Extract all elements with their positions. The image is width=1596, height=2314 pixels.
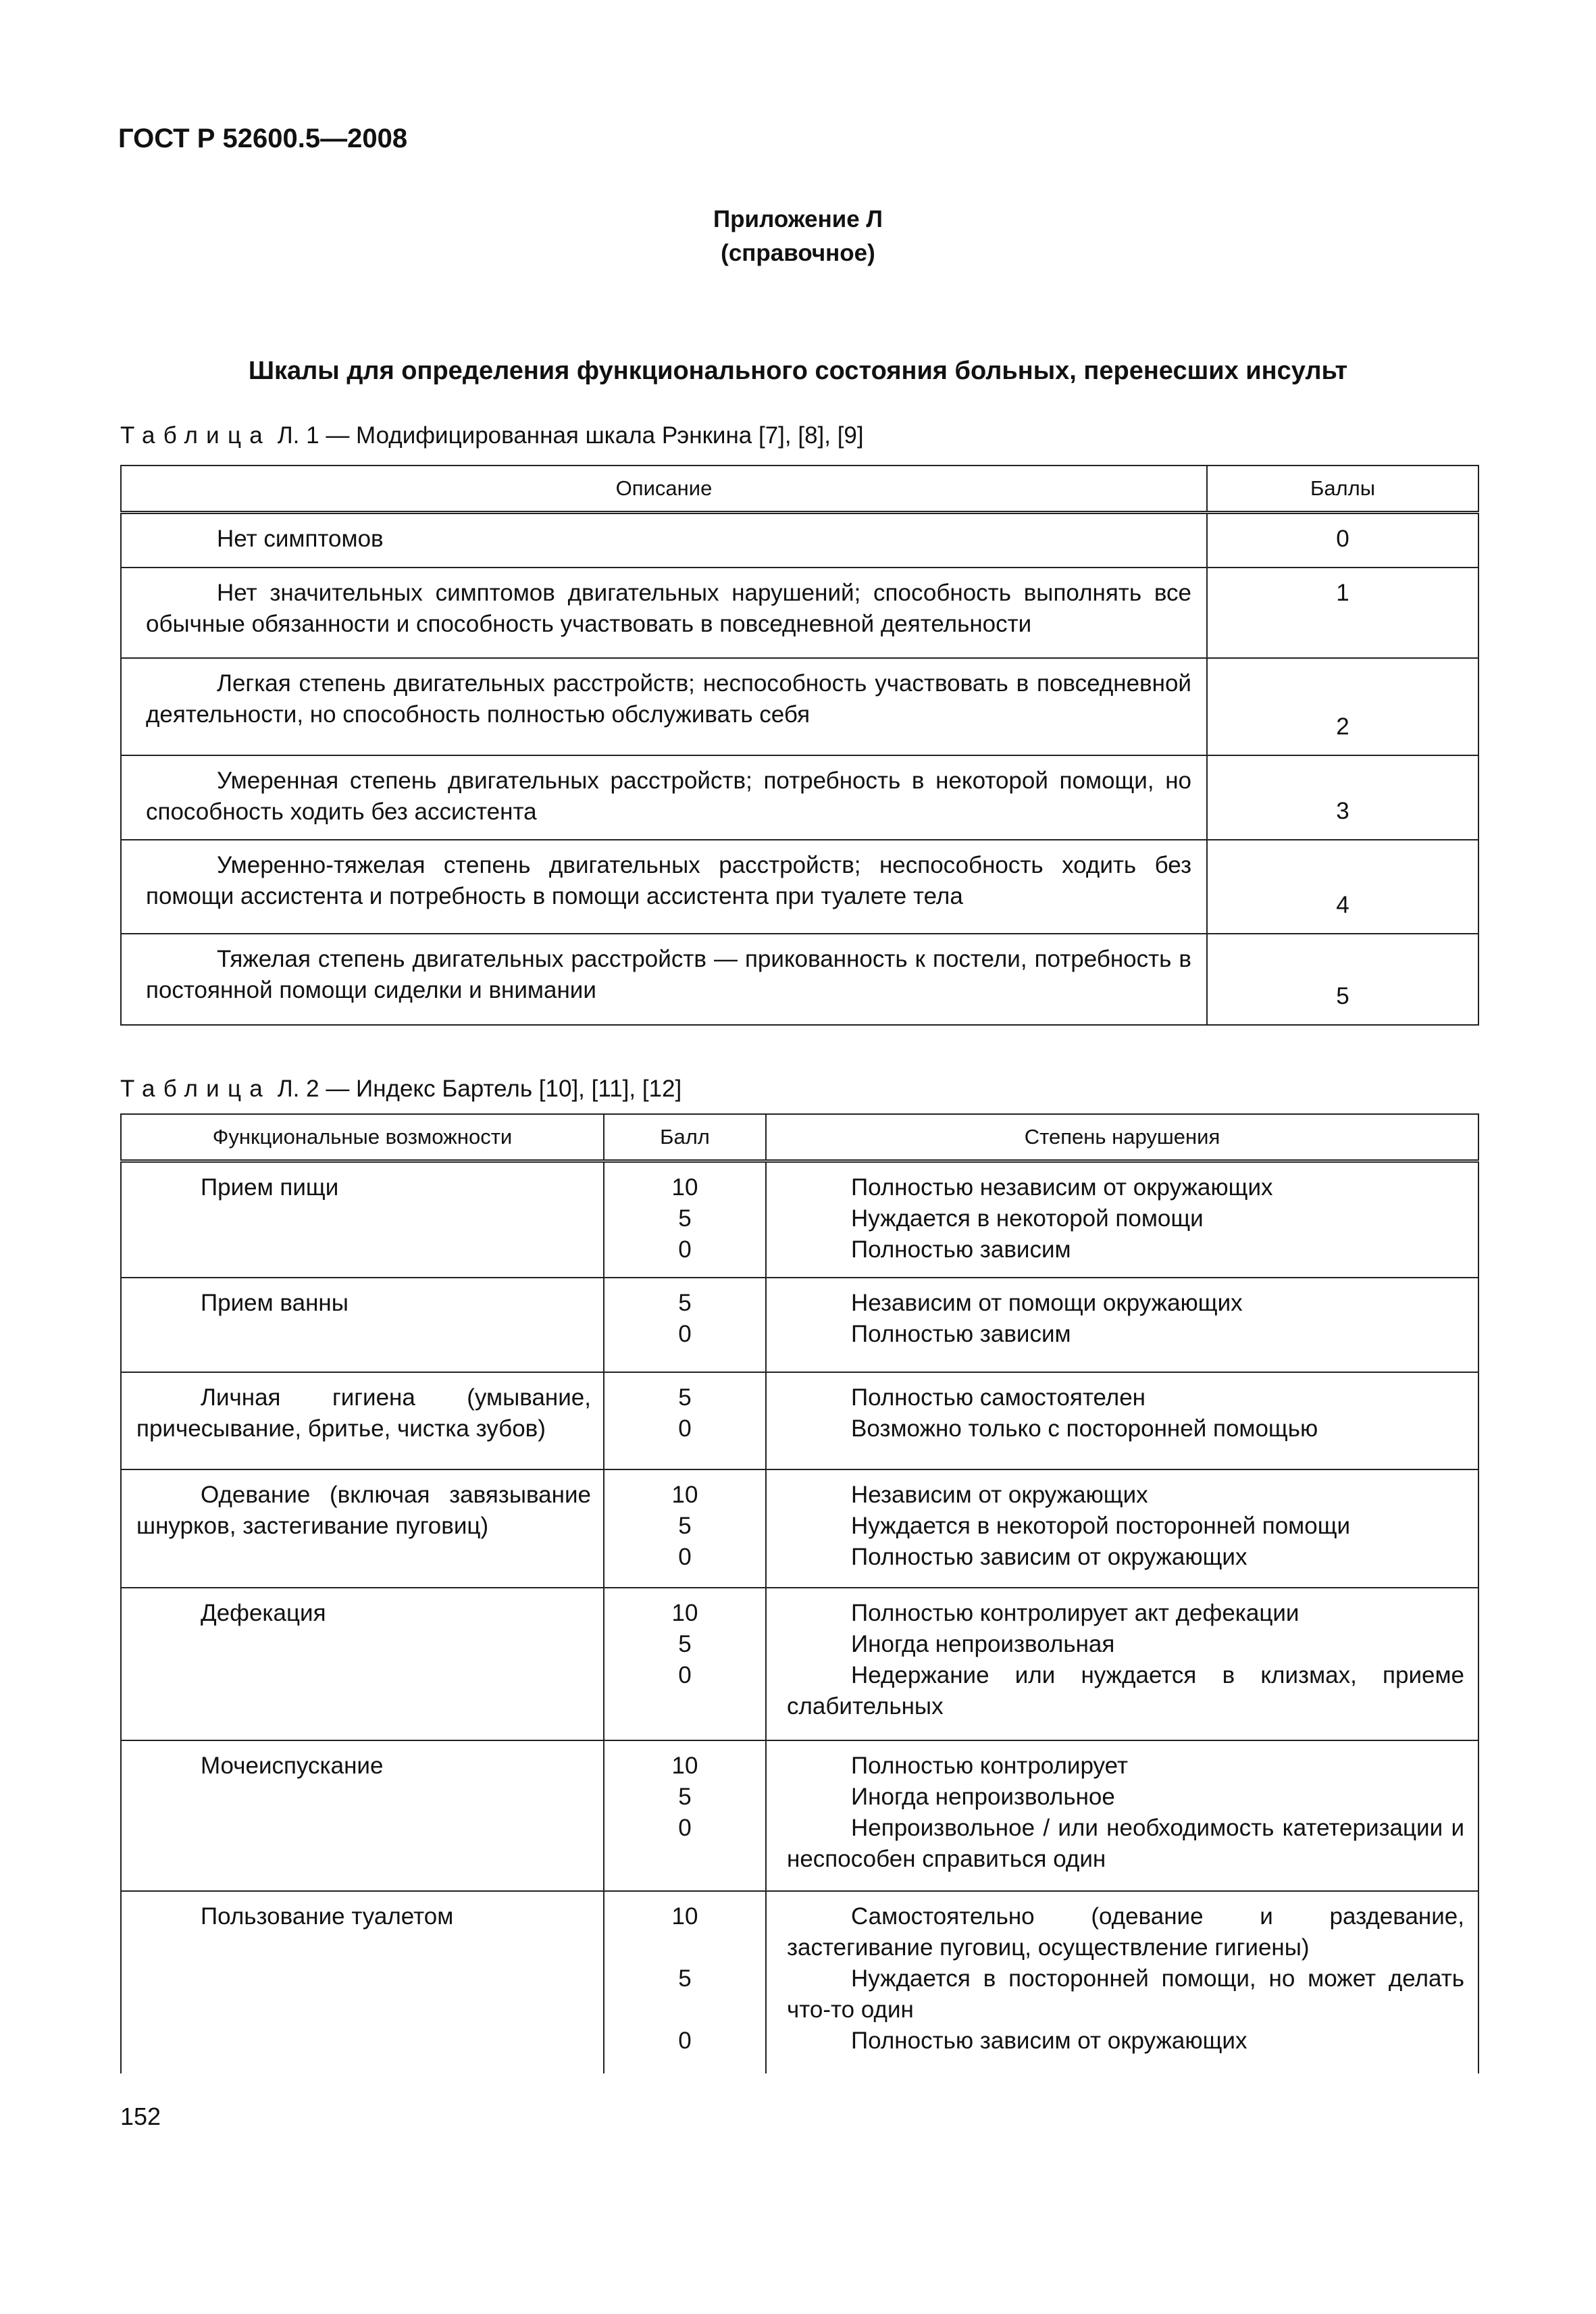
rankin-table (120, 465, 1479, 1026)
barthel-ball: 10 (671, 1903, 698, 1930)
barthel-degree: Иногда непроизвольное (851, 1783, 1115, 1810)
barthel-ball: 5 (678, 1384, 692, 1411)
table-row (121, 513, 1478, 568)
barthel-ball: 5 (678, 1630, 692, 1657)
barthel-degree: Полностью зависим (851, 1236, 1071, 1263)
page-number: 152 (120, 2103, 161, 2130)
barthel-degree: Самостоятельно (одевание и раздевание, застегивание пуговиц, осуществление гигиены) (787, 1903, 1464, 1961)
table-row (121, 568, 1478, 658)
rankin-desc: Нет симптомов (217, 526, 384, 552)
barthel-ball: 0 (678, 1320, 692, 1347)
table-row (121, 1372, 1478, 1469)
table-row (121, 1161, 1478, 1278)
barthel-degree: Полностью контролирует акт дефекации (851, 1599, 1299, 1626)
table-row (121, 1588, 1478, 1740)
barthel-degree: Полностью независим от окружающих (851, 1174, 1273, 1201)
barthel-header-row (121, 1114, 1478, 1161)
table-row (121, 934, 1478, 1025)
table-row (121, 840, 1478, 934)
barthel-degree: Полностью самостоятелен (851, 1384, 1146, 1411)
barthel-header-degree: Степень нарушения (766, 1114, 1478, 1161)
barthel-func: Прием ванны (201, 1289, 349, 1316)
barthel-ball: 0 (678, 1814, 692, 1841)
barthel-ball: 10 (671, 1752, 698, 1779)
barthel-func: Мочеиспускание (201, 1752, 384, 1779)
barthel-ball: 10 (671, 1174, 698, 1201)
barthel-degree: Полностью зависим (851, 1320, 1071, 1347)
rankin-header-row (121, 466, 1478, 513)
barthel-ball: 10 (671, 1481, 698, 1508)
barthel-func: Одевание (включая завязывание шнурков, застегивание пуговиц) (136, 1481, 591, 1539)
table-row (121, 1891, 1478, 2073)
table-row (121, 658, 1478, 755)
table1-caption-rest: Л. 1 — Модифицированная шкала Рэнкина [7], [8], [9] (270, 422, 864, 449)
rankin-desc: Легкая степень двигательных расстройств; неспособность участвовать в повседневной деятельности, но способность полностью обслуживать себя (146, 670, 1191, 728)
barthel-degree: Полностью зависим от окружающих (851, 2027, 1247, 2054)
barthel-func: Пользование туалетом (201, 1903, 454, 1930)
table-row (121, 1469, 1478, 1588)
barthel-func: Дефекация (201, 1599, 326, 1626)
table2-caption (120, 1076, 681, 1103)
barthel-func: Личная гигиена (умывание, причесывание, бритье, чистка зубов) (136, 1384, 591, 1442)
barthel-header-ball: Балл (604, 1114, 766, 1161)
rankin-score: 4 (1207, 840, 1478, 934)
barthel-degree: Возможно только с посторонней помощью (851, 1415, 1318, 1442)
barthel-degree: Независим от помощи окружающих (851, 1289, 1243, 1316)
table-row (121, 755, 1478, 840)
barthel-ball: 5 (678, 1783, 692, 1810)
rankin-score: 2 (1207, 658, 1478, 755)
barthel-degree: Полностью контролирует (851, 1752, 1128, 1779)
rankin-header-desc: Описание (121, 466, 1207, 513)
appendix-title: Приложение Л (713, 206, 883, 232)
barthel-degree: Независим от окружающих (851, 1481, 1148, 1508)
barthel-degree: Иногда непроизвольная (851, 1630, 1115, 1657)
table2-caption-rest: Л. 2 — Индекс Бартель [10], [11], [12] (270, 1076, 682, 1102)
table-row (121, 1740, 1478, 1891)
barthel-degree: Нуждается в некоторой помощи (851, 1205, 1204, 1232)
barthel-ball: 5 (678, 1512, 692, 1539)
barthel-ball: 0 (678, 1415, 692, 1442)
table1-caption (120, 422, 864, 449)
barthel-ball: 0 (678, 1236, 692, 1263)
barthel-ball: 10 (671, 1599, 698, 1626)
barthel-ball: 0 (678, 2027, 692, 2054)
table1-caption-prefix: Таблица (120, 422, 271, 449)
rankin-score: 1 (1207, 568, 1478, 658)
appendix-subtitle: (справочное) (721, 240, 875, 266)
barthel-ball: 0 (678, 1661, 692, 1688)
rankin-header-score: Баллы (1207, 466, 1478, 513)
barthel-ball: 0 (678, 1543, 692, 1570)
rankin-desc: Нет значительных симптомов двигательных нарушений; способность выполнять все обычные обязанности и способность участвовать в повседневной деятельности (146, 579, 1191, 637)
barthel-degree: Нуждается в посторонней помощи, но может делать что-то один (787, 1965, 1464, 2023)
barthel-ball: 5 (678, 1965, 692, 1992)
barthel-ball: 5 (678, 1289, 692, 1316)
table-row (121, 1278, 1478, 1372)
barthel-degree: Полностью зависим от окружающих (851, 1543, 1247, 1570)
rankin-desc: Умеренно-тяжелая степень двигательных расстройств; неспособность ходить без помощи ассистента и потребность в помощи ассистента при туалете тела (146, 851, 1191, 909)
standard-header: ГОСТ Р 52600.5—2008 (118, 124, 408, 153)
rankin-score: 0 (1207, 513, 1478, 568)
rankin-desc: Умеренная степень двигательных расстройств; потребность в некоторой помощи, но способность ходить без ассистента (146, 767, 1191, 825)
barthel-table (120, 1113, 1479, 2073)
table2-caption-prefix: Таблица (120, 1076, 271, 1102)
barthel-degree: Недержание или нуждается в клизмах, приеме слабительных (787, 1661, 1464, 1719)
barthel-degree: Непроизвольное / или необходимость катетеризации и неспособен справиться один (787, 1814, 1464, 1872)
barthel-ball: 5 (678, 1205, 692, 1232)
barthel-header-func: Функциональные возможности (121, 1114, 604, 1161)
rankin-desc: Тяжелая степень двигательных расстройств — прикованность к постели, потребность в постоянной помощи сиделки и внимании (146, 945, 1191, 1003)
barthel-func: Прием пищи (201, 1174, 339, 1201)
rankin-score: 5 (1207, 934, 1478, 1025)
barthel-degree: Нуждается в некоторой посторонней помощи (851, 1512, 1351, 1539)
section-title: Шкалы для определения функционального состояния больных, перенесших инсульт (248, 357, 1348, 385)
rankin-score: 3 (1207, 755, 1478, 840)
